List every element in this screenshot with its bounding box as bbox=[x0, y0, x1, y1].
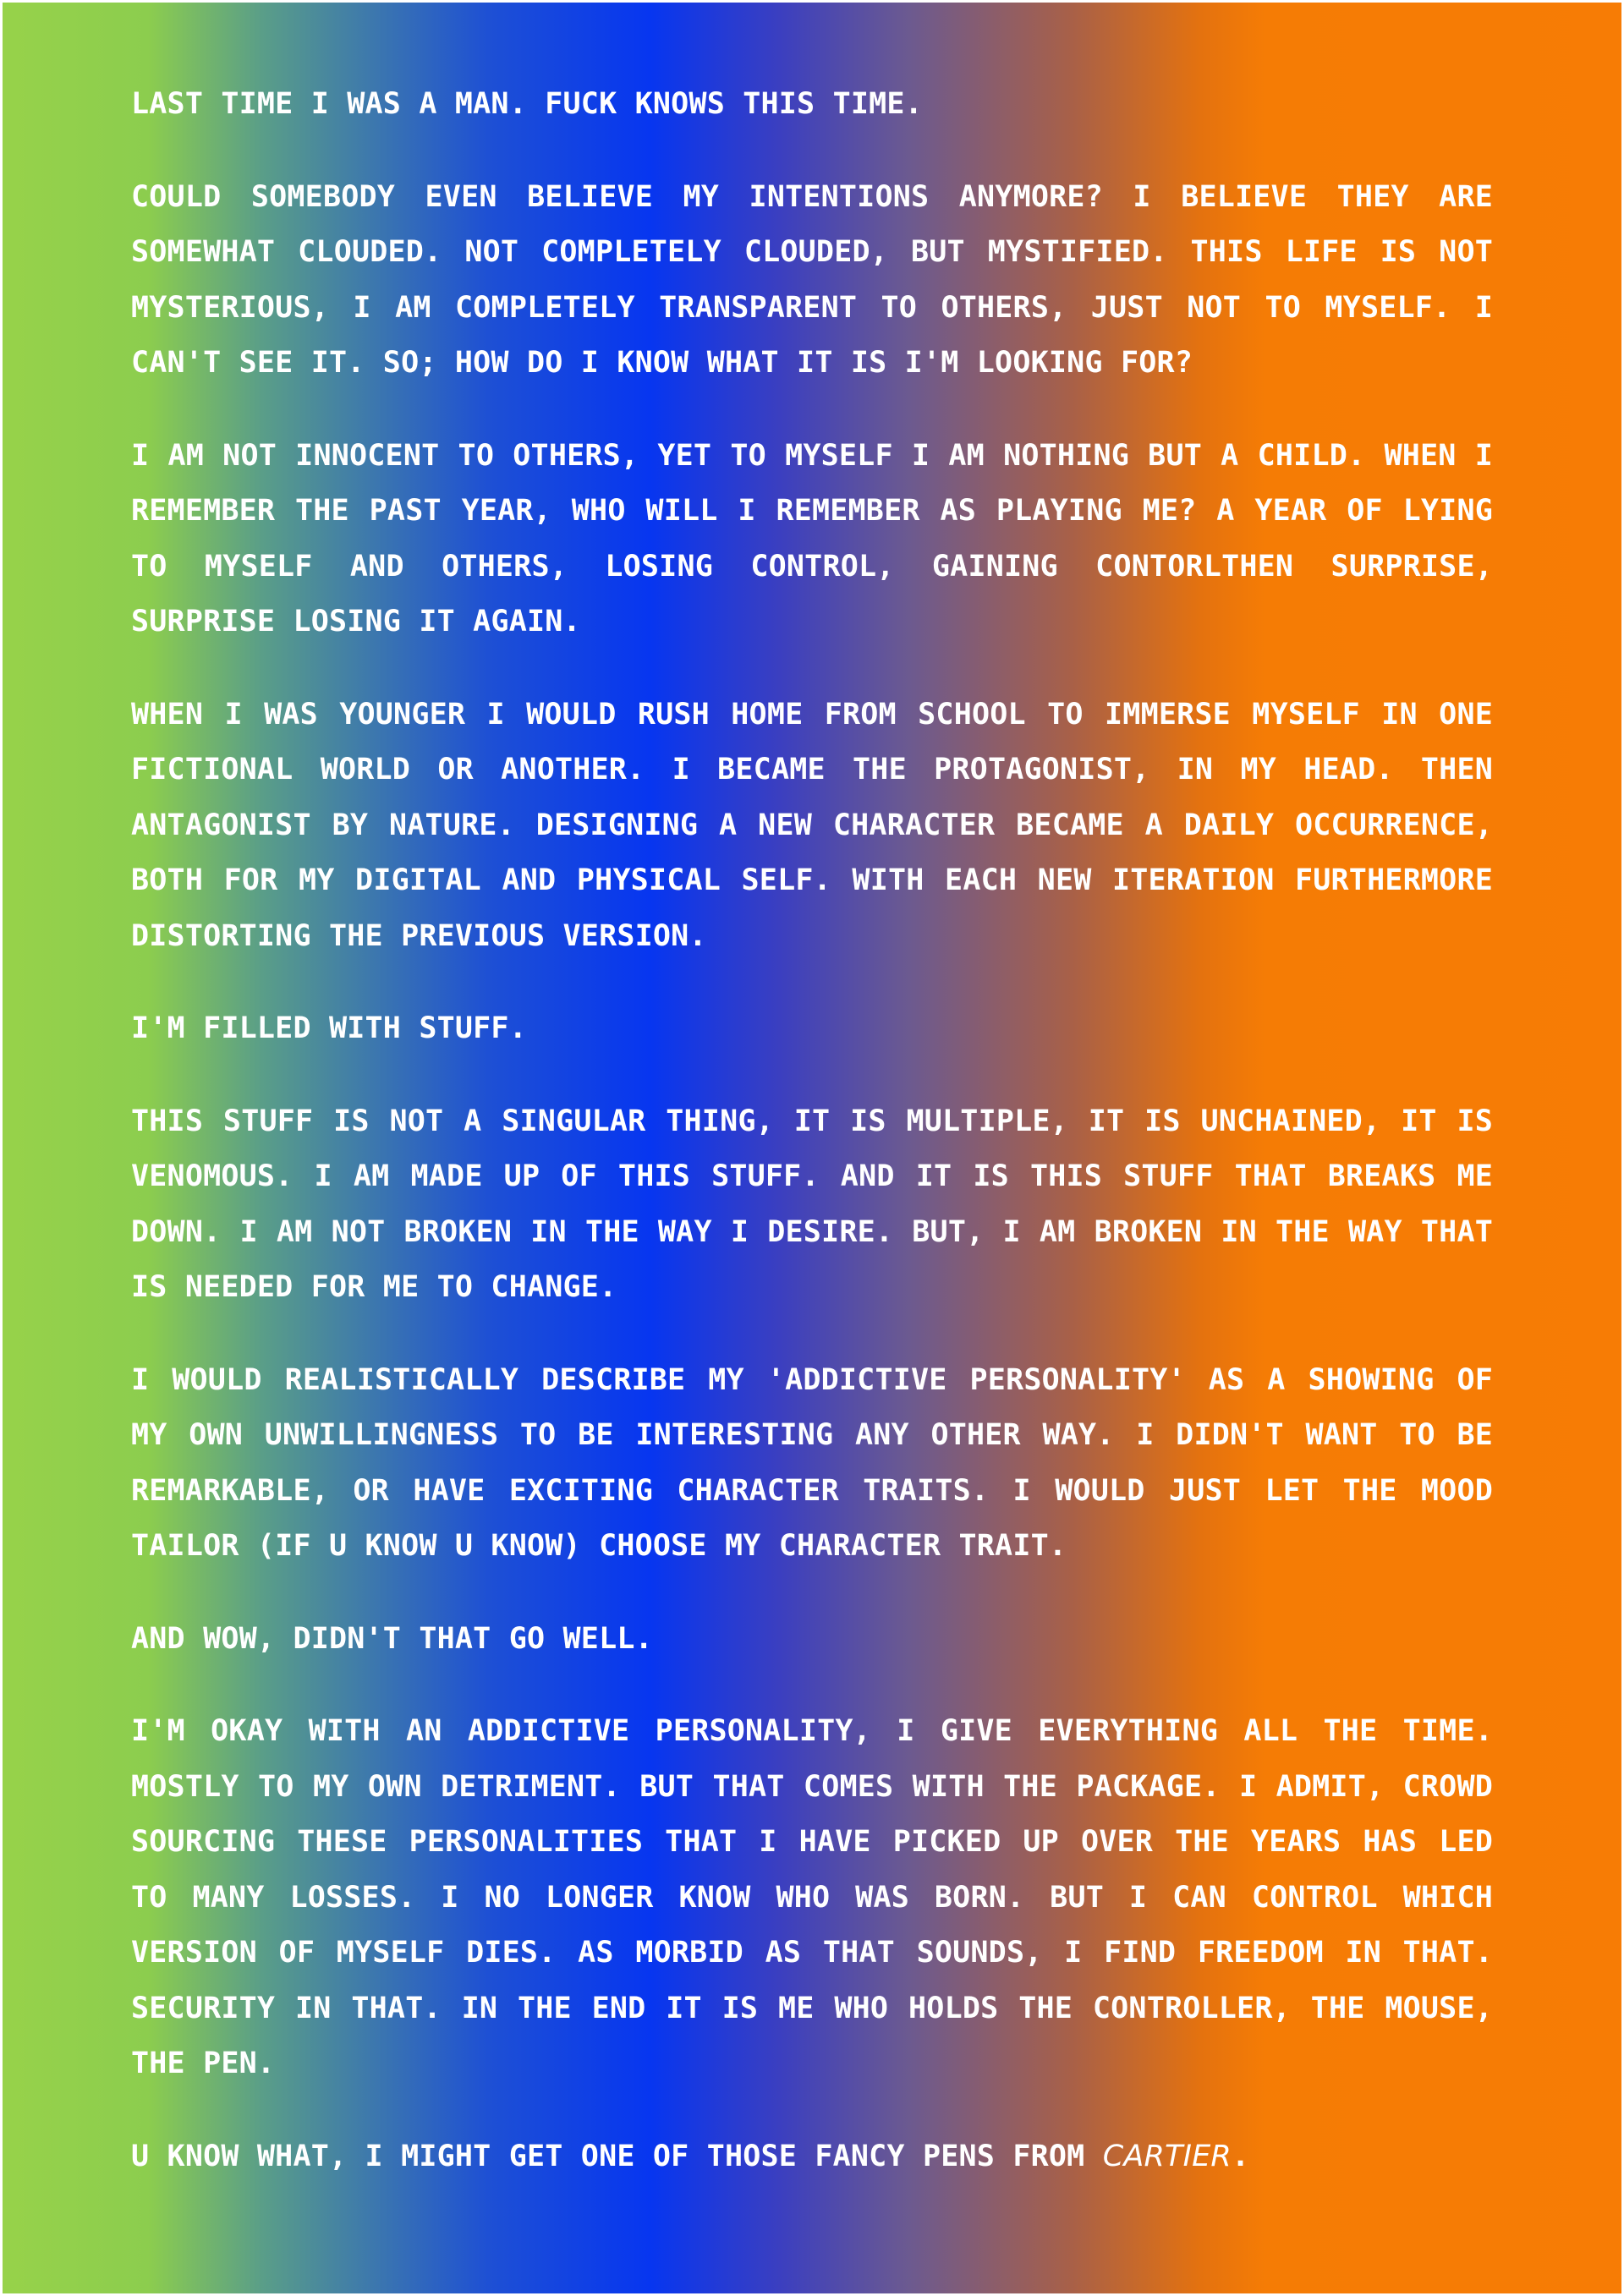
paragraph-filled-with-stuff: I'M FILLED WITH STUFF. bbox=[131, 1011, 527, 1045]
text-column bbox=[131, 77, 1493, 2222]
closing-period: . bbox=[1231, 2139, 1250, 2173]
paragraph-okay-with-it: I'M OKAY WITH AN ADDICTIVE PERSONALITY, I GIVE EVERYTHING ALL THE TIME. MOSTLY TO MY OWN DETRIMENT. BUT THAT COMES WITH THE PACKAGE. I ADMIT, CROWD SOURCING THESE PERSONALITIES THAT I HAVE PICKED UP OVER THE YEARS HAS LED TO MANY LOSSES. I NO LONGER KNOW WHO WAS BORN. BUT I CAN CONTROL WHICH VERSION OF MYSELF DIES. AS MORBID AS THAT SOUNDS, I FIND FREEDOM IN THAT. SECURITY IN THAT. IN THE END IT IS ME WHO HOLDS THE CONTROLLER, THE MOUSE, THE PEN. bbox=[131, 1714, 1493, 2080]
paragraph-closing bbox=[131, 2129, 1493, 2185]
paragraph-innocence: I AM NOT INNOCENT TO OTHERS, YET TO MYSELF I AM NOTHING BUT A CHILD. WHEN I REMEMBER THE PAST YEAR, WHO WILL I REMEMBER AS PLAYING ME? A YEAR OF LYING TO MYSELF AND OTHERS, LOSING CONTROL, GAINING CONTORLTHEN SURPRISE, SURPRISE LOSING IT AGAIN. bbox=[131, 438, 1493, 638]
paragraph-addictive-personality: I WOULD REALISTICALLY DESCRIBE MY 'ADDICTIVE PERSONALITY' AS A SHOWING OF MY OWN UNWILLINGNESS TO BE INTERESTING ANY OTHER WAY. I DIDN'T WANT TO BE REMARKABLE, OR HAVE EXCITING CHARACTER TRAITS. I WOULD JUST LET THE MOOD TAILOR (IF U KNOW U KNOW) CHOOSE MY CHARACTER TRAIT. bbox=[131, 1362, 1493, 1563]
closing-lead-text: U KNOW WHAT, I MIGHT GET ONE OF THOSE FANCY PENS FROM bbox=[131, 2139, 1103, 2173]
brand-name: CARTIER bbox=[1102, 2139, 1232, 2173]
paragraph-stuff: THIS STUFF IS NOT A SINGULAR THING, IT IS MULTIPLE, IT IS UNCHAINED, IT IS VENOMOUS. I AM MADE UP OF THIS STUFF. AND IT IS THIS STUFF THAT BREAKS ME DOWN. I AM NOT BROKEN IN THE WAY I DESIRE. BUT, I AM BROKEN IN THE WAY THAT IS NEEDED FOR ME TO CHANGE. bbox=[131, 1104, 1493, 1304]
paragraph-opening: LAST TIME I WAS A MAN. FUCK KNOWS THIS TIME. bbox=[131, 87, 923, 121]
paragraph-childhood: WHEN I WAS YOUNGER I WOULD RUSH HOME FROM SCHOOL TO IMMERSE MYSELF IN ONE FICTIONAL WORLD OR ANOTHER. I BECAME THE PROTAGONIST, IN MY HEAD. THEN ANTAGONIST BY NATURE. DESIGNING A NEW CHARACTER BECAME A DAILY OCCURRENCE, BOTH FOR MY DIGITAL AND PHYSICAL SELF. WITH EACH NEW ITERATION FURTHERMORE DISTORTING THE PREVIOUS VERSION. bbox=[131, 697, 1493, 953]
paragraph-intentions: COULD SOMEBODY EVEN BELIEVE MY INTENTIONS ANYMORE? I BELIEVE THEY ARE SOMEWHAT CLOUDED. NOT COMPLETELY CLOUDED, BUT MYSTIFIED. THIS LIFE IS NOT MYSTERIOUS, I AM COMPLETELY TRANSPARENT TO OTHERS, JUST NOT TO MYSELF. I CAN'T SEE IT. SO; HOW DO I KNOW WHAT IT IS I'M LOOKING FOR? bbox=[131, 179, 1493, 380]
paragraph-went-well: AND WOW, DIDN'T THAT GO WELL. bbox=[131, 1621, 653, 1656]
